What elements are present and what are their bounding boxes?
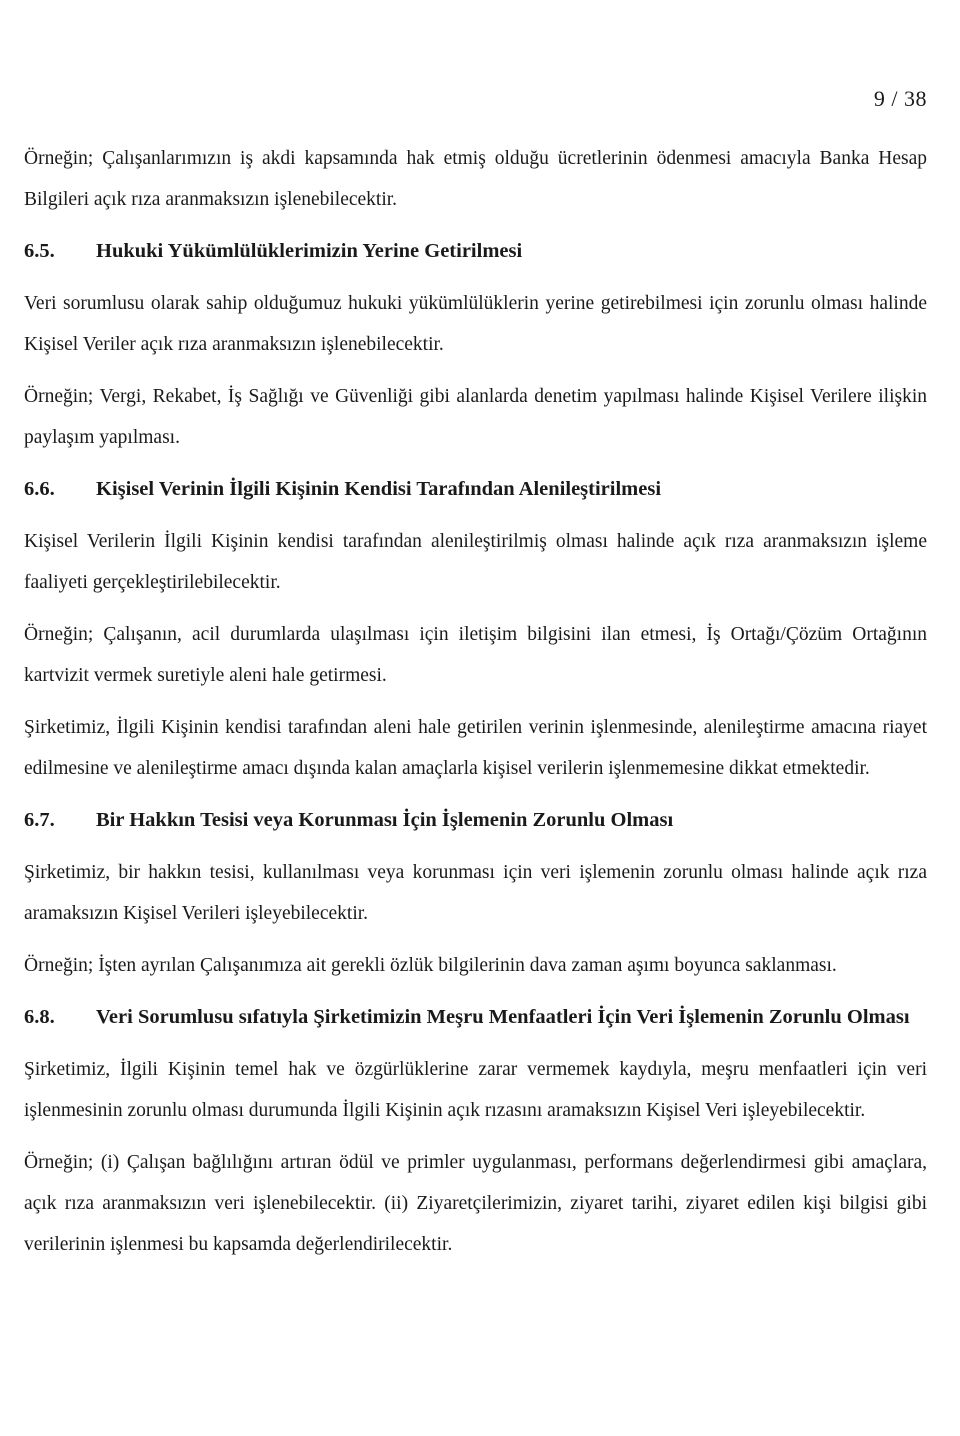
section-heading-6-6 [24, 469, 927, 510]
section-heading-6-5 [24, 231, 927, 272]
section-heading-6-8 [24, 997, 927, 1038]
paragraph: Örneğin; Çalışanlarımızın iş akdi kapsamında hak etmiş olduğu ücretlerinin ödenmesi amacıyla Banka Hesap Bilgileri açık rıza aranmaksızın işlenebilecektir. [24, 148, 927, 210]
section-title: Bir Hakkın Tesisi veya Korunması İçin İşlemenin Zorunlu Olması [96, 809, 674, 831]
section-title: Kişisel Verinin İlgili Kişinin Kendisi Tarafından Alenileştirilmesi [96, 478, 662, 500]
section-title: Hukuki Yükümlülüklerimizin Yerine Getirilmesi [96, 240, 523, 262]
paragraph: Veri sorumlusu olarak sahip olduğumuz hukuki yükümlülüklerin yerine getirebilmesi için zorunlu olması halinde Kişisel Veriler açık rıza aranmaksızın işlenebilecektir. [24, 293, 927, 355]
paragraph: Örneğin; Çalışanın, acil durumlarda ulaşılması için iletişim bilgisini ilan etmesi, İş Ortağı/Çözüm Ortağının kartvizit vermek suretiyle aleni hale getirmesi. [24, 624, 927, 686]
section-number: 6.8. [24, 1006, 55, 1028]
paragraph: Örneğin; İşten ayrılan Çalışanımıza ait gerekli özlük bilgilerinin dava zaman aşımı boyunca saklanması. [24, 955, 837, 976]
paragraph: Şirketimiz, bir hakkın tesisi, kullanılması veya korunması için veri işlemenin zorunlu olması halinde açık rıza aramaksızın Kişisel Verileri işleyebilecektir. [24, 862, 927, 924]
paragraph: Kişisel Verilerin İlgili Kişinin kendisi tarafından alenileştirilmiş olması halinde açık rıza aranmaksızın işleme faaliyeti gerçekleştirilebilecektir. [24, 531, 927, 593]
paragraph: Örneğin; (i) Çalışan bağlılığını artıran ödül ve primler uygulanması, performans değerlendirmesi gibi amaçlara, açık rıza aranmaksızın veri işlenebilecektir. (ii) Ziyaretçilerimizin, ziyaret tarihi, ziyaret edilen kişi bilgisi gibi verilerinin işlenmesi bu kapsamda değerlendirilecektir. [24, 1152, 927, 1255]
page-number: 9 / 38 [873, 86, 927, 111]
paragraph: Şirketimiz, İlgili Kişinin kendisi tarafından aleni hale getirilen verinin işlenmesinde, alenileştirme amacına riayet edilmesine ve alenileştirme amacı dışında kalan amaçlarla kişisel verilerin işlenmemesine dikkat etmektedir. [24, 717, 927, 779]
paragraph: Şirketimiz, İlgili Kişinin temel hak ve özgürlüklerine zarar vermemek kaydıyla, meşru menfaatleri için veri işlenmesinin zorunlu olması durumunda İlgili Kişinin açık rızasını aramaksızın Kişisel Veri işleyebilecektir. [24, 1059, 927, 1121]
document-body [24, 138, 927, 1276]
section-number: 6.5. [24, 240, 55, 262]
section-number: 6.6. [24, 478, 55, 500]
section-title: Veri Sorumlusu sıfatıyla Şirketimizin Meşru Menfaatleri İçin Veri İşlemenin Zorunlu Olması [96, 1006, 910, 1028]
section-number: 6.7. [24, 809, 55, 831]
paragraph: Örneğin; Vergi, Rekabet, İş Sağlığı ve Güvenliği gibi alanlarda denetim yapılması halinde Kişisel Verilere ilişkin paylaşım yapılması. [24, 386, 927, 448]
section-heading-6-7 [24, 800, 927, 841]
